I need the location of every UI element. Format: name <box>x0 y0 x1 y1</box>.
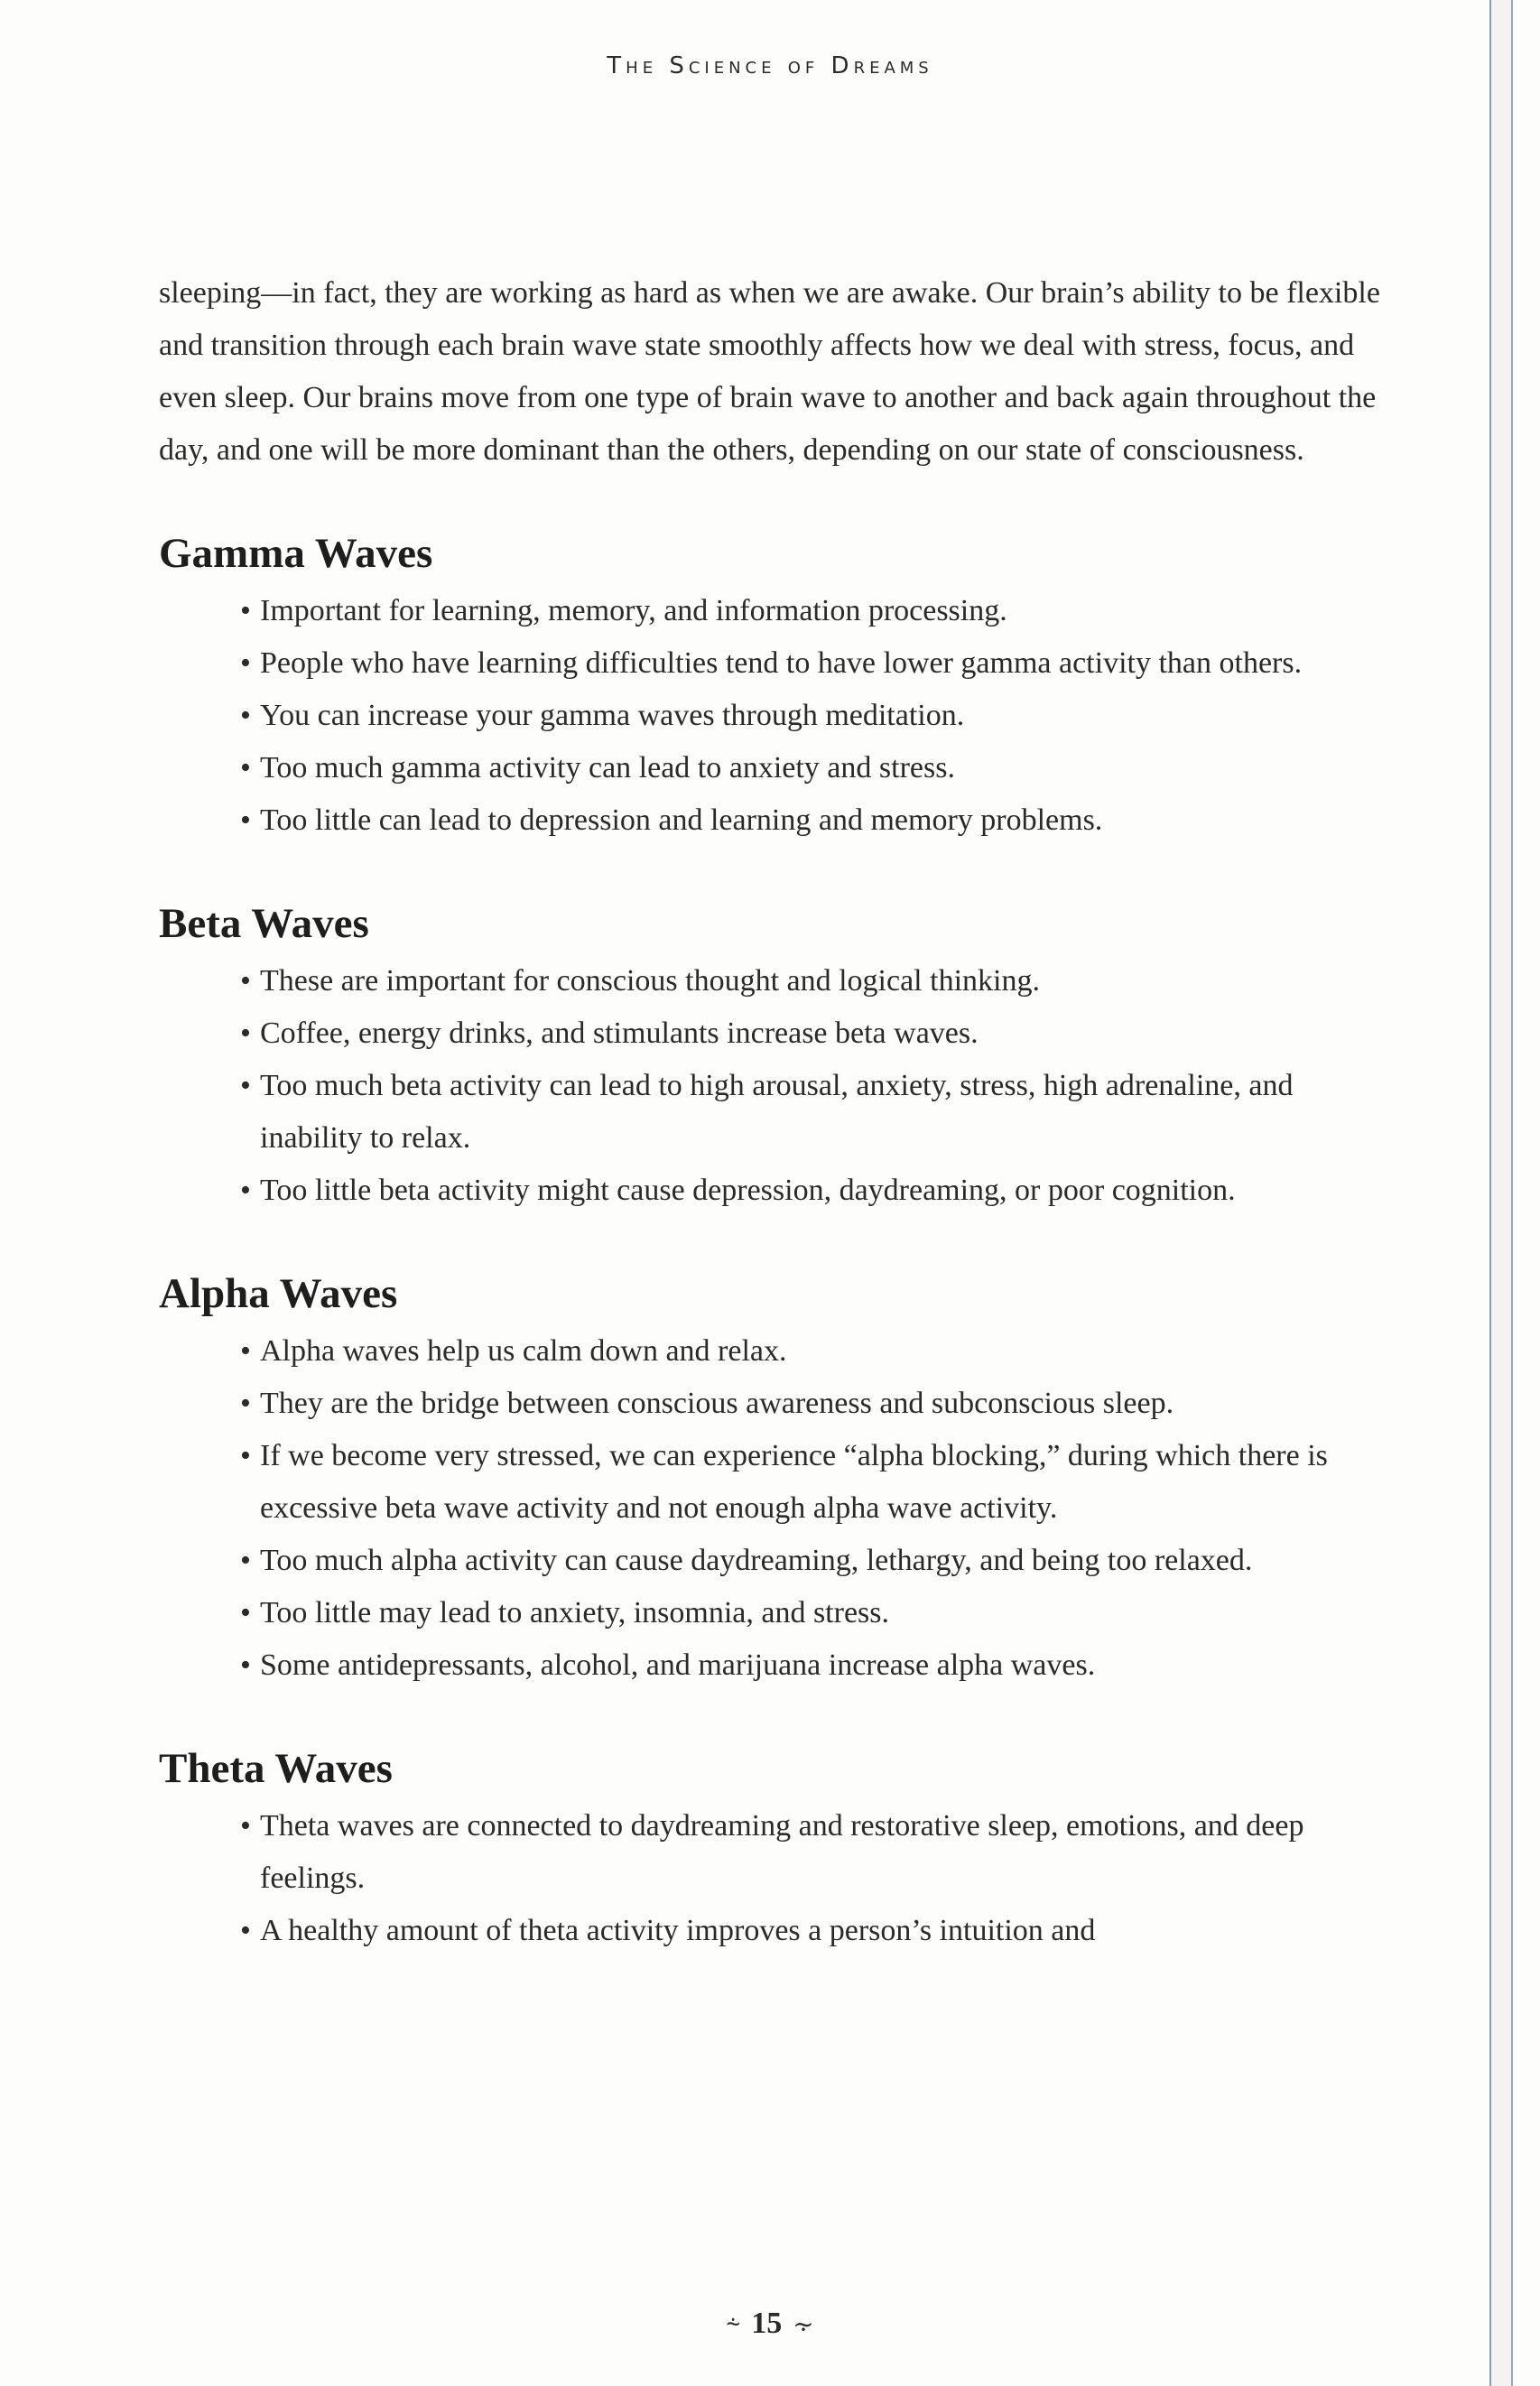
bullet-item: • They are the bridge between conscious awareness and subconscious sleep. <box>240 1378 1387 1430</box>
section-heading: Alpha Waves <box>159 1270 398 1317</box>
bullet-item: • Theta waves are connected to daydreaming and restorative sleep, emotions, and deep feelings. <box>240 1800 1387 1905</box>
bullet-item: • Coffee, energy drinks, and stimulants increase beta waves. <box>240 1007 1387 1060</box>
page-edge-line <box>1489 0 1491 2386</box>
page-body <box>159 267 1387 1957</box>
section-theta-waves <box>159 1742 1387 1957</box>
page-number: 15 <box>751 2307 783 2340</box>
section-heading: Theta Waves <box>159 1745 393 1792</box>
bullet-list <box>159 1800 1387 1957</box>
page-edge-shadow <box>1491 0 1511 2386</box>
bullet-item: • Too much gamma activity can lead to anxiety and stress. <box>240 742 1387 794</box>
bullet-item: • Too little may lead to anxiety, insomnia, and stress. <box>240 1587 1387 1639</box>
bullet-list <box>159 955 1387 1217</box>
intro-paragraph: sleeping—in fact, they are working as hard as when we are awake. Our brain’s ability to be flexible and transition through each brain wave state smoothly affects how we deal with stress, focus, and even sleep. Our brains move from one type of brain wave to another and back again throughout the day, and one will be more dominant than the others, depending on our state of consciousness. <box>159 276 1380 467</box>
section-beta-waves <box>159 897 1387 1217</box>
bullet-item: • Too much alpha activity can cause daydreaming, lethargy, and being too relaxed. <box>240 1535 1387 1587</box>
bullet-item: • Too little beta activity might cause depression, daydreaming, or poor cognition. <box>240 1165 1387 1217</box>
left-ornament-icon: ⸞ <box>726 2311 741 2339</box>
right-ornament-icon: ⸟ <box>793 2311 814 2339</box>
section-heading: Beta Waves <box>159 900 369 947</box>
bullet-item: • Some antidepressants, alcohol, and marijuana increase alpha waves. <box>240 1639 1387 1692</box>
running-head: The Science of Dreams <box>607 52 933 79</box>
section-gamma-waves <box>159 527 1387 847</box>
bullet-item: • Too much beta activity can lead to high arousal, anxiety, stress, high adrenaline, and inability to relax. <box>240 1060 1387 1165</box>
bullet-item: • Important for learning, memory, and information processing. <box>240 585 1387 637</box>
bullet-item: • Alpha waves help us calm down and relax. <box>240 1325 1387 1378</box>
bullet-item: • A healthy amount of theta activity improves a person’s intuition and <box>240 1905 1387 1957</box>
bullet-item: • Too little can lead to depression and learning and memory problems. <box>240 794 1387 847</box>
bullet-item: • People who have learning difficulties tend to have lower gamma activity than others. <box>240 637 1387 690</box>
section-heading: Gamma Waves <box>159 530 433 577</box>
section-alpha-waves <box>159 1267 1387 1692</box>
bullet-item: • If we become very stressed, we can experience “alpha blocking,” during which there is excessive beta wave activity and not enough alpha wave activity. <box>240 1430 1387 1535</box>
page-number-footer <box>0 2307 1540 2341</box>
bullet-item: • You can increase your gamma waves through meditation. <box>240 690 1387 742</box>
bullet-list <box>159 1325 1387 1692</box>
page-edge-line <box>1511 0 1513 2386</box>
bullet-item: • These are important for conscious thought and logical thinking. <box>240 955 1387 1007</box>
bullet-list <box>159 585 1387 847</box>
